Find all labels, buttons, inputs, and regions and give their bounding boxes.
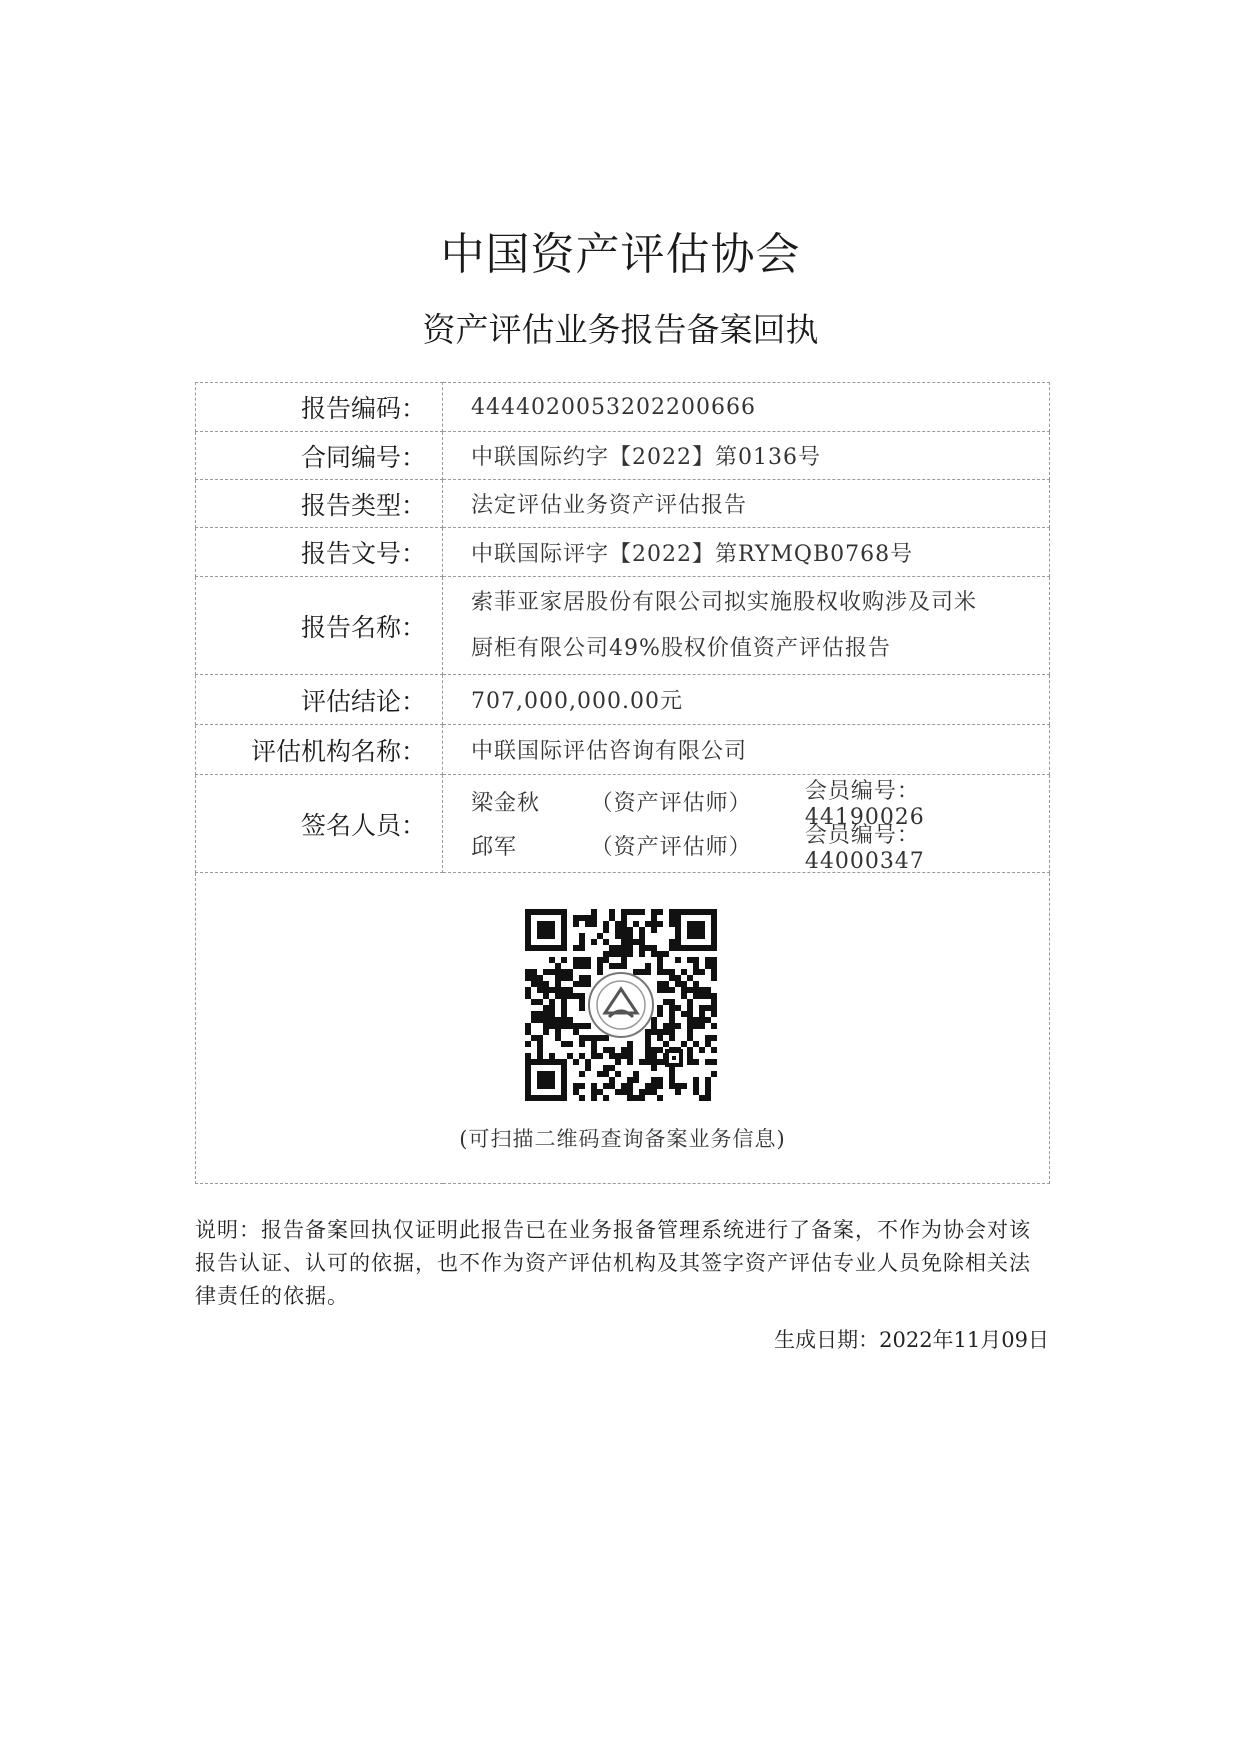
qr-section [196, 873, 1050, 1184]
row-contract-no [196, 432, 1050, 480]
filing-receipt-table [195, 382, 1050, 1184]
report-code-label: 报告编码： [196, 383, 443, 432]
page-title: 中国资产评估协会 [440, 229, 801, 280]
signer-1-role: （资产评估师） [590, 791, 752, 816]
report-doc-no-value: 中联国际评字【2022】第RYMQB0768号 [443, 528, 1050, 577]
qr-code-icon[interactable] [521, 905, 721, 1105]
report-type-label: 报告类型： [196, 480, 443, 528]
report-name-line-2: 厨柜有限公司49%股权价值资产评估报告 [471, 635, 891, 661]
report-name-line-1: 索菲亚家居股份有限公司拟实施股权收购涉及司米 [471, 589, 978, 615]
row-qr [196, 873, 1050, 1184]
qr-caption: (可扫描二维码查询备案业务信息) [459, 1127, 786, 1151]
institution-value: 中联国际评估咨询有限公司 [443, 725, 1050, 775]
signer-2 [471, 822, 1039, 874]
institution-label: 评估机构名称： [196, 725, 443, 775]
signer-1-member-no: 会员编号：44190026 [804, 778, 925, 830]
generation-date-label: 生成日期： [774, 1328, 880, 1352]
generation-date-value: 2022年11月09日 [879, 1328, 1049, 1352]
row-report-code [196, 383, 1050, 432]
report-code-value: 4444020053202200666 [443, 383, 1050, 432]
conclusion-value: 707,000,000.00元 [443, 675, 1050, 725]
row-report-type [196, 480, 1050, 528]
signer-2-role: （资产评估师） [590, 835, 752, 860]
row-report-name [196, 577, 1050, 675]
signer-2-member-no: 会员编号：44000347 [804, 822, 925, 874]
contract-no-value: 中联国际约字【2022】第0136号 [443, 432, 1050, 480]
report-name-label: 报告名称： [196, 577, 443, 675]
contract-no-label: 合同编号： [196, 432, 443, 480]
signer-1-name: 梁金秋 [471, 791, 541, 816]
row-conclusion [196, 675, 1050, 725]
signers-label: 签名人员： [196, 775, 443, 873]
row-report-doc-no [196, 528, 1050, 577]
row-institution [196, 725, 1050, 775]
signer-2-name: 邱军 [471, 835, 518, 860]
disclaimer-note: 说明：报告备案回执仅证明此报告已在业务报备管理系统进行了备案，不作为协会对该报告认证、认可的依据，也不作为资产评估机构及其签字资产评估专业人员免除相关法律责任的依据。 [195, 1218, 1031, 1308]
report-doc-no-label: 报告文号： [196, 528, 443, 577]
row-signers [196, 775, 1050, 873]
conclusion-label: 评估结论： [196, 675, 443, 725]
generation-date [774, 1324, 1049, 1354]
signers-value [443, 775, 1050, 873]
report-type-value: 法定评估业务资产评估报告 [443, 480, 1050, 528]
page-subtitle: 资产评估业务报告备案回执 [422, 310, 819, 349]
report-name-value [443, 577, 1050, 675]
